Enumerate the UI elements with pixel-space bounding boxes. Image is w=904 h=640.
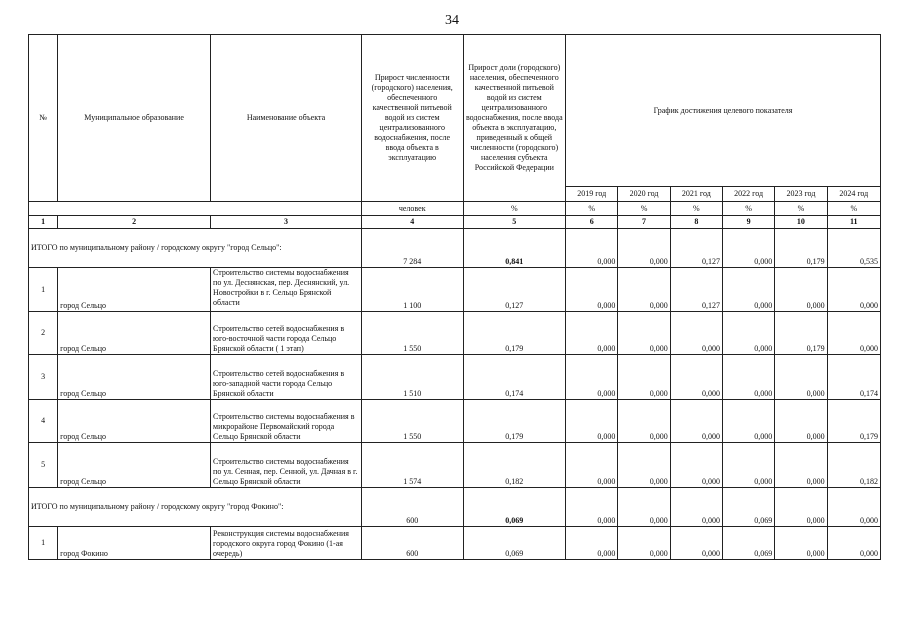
row-people: 1 574	[361, 443, 463, 488]
total-share: 0,069	[463, 488, 566, 527]
header-year: 2019 год	[566, 187, 618, 202]
row-municipality: город Сельцо	[58, 355, 211, 400]
row-municipality: город Сельцо	[58, 268, 211, 312]
year-value: 0,000	[775, 527, 827, 560]
year-value: 0,000	[618, 268, 670, 312]
year-value: 0,182	[827, 443, 880, 488]
year-value: 0,000	[670, 527, 722, 560]
year-value: 0,000	[618, 443, 670, 488]
year-value: 0,000	[827, 488, 880, 527]
total-label: ИТОГО по муниципальному району / городскому округу "город Сельцо":	[29, 229, 362, 268]
year-value: 0,000	[722, 355, 774, 400]
year-value: 0,069	[722, 488, 774, 527]
year-value: 0,174	[827, 355, 880, 400]
year-value: 0,000	[618, 312, 670, 355]
year-value: 0,000	[670, 312, 722, 355]
unit-percent: %	[775, 202, 827, 216]
row-object: Реконструкция системы водоснабжения городского округа город Фокино (1-ая очередь)	[211, 527, 362, 560]
year-value: 0,179	[775, 312, 827, 355]
header-schedule: График достижения целевого показателя	[566, 35, 881, 187]
year-value: 0,000	[566, 312, 618, 355]
row-people: 1 550	[361, 312, 463, 355]
year-value: 0,000	[775, 355, 827, 400]
row-share: 0,182	[463, 443, 566, 488]
column-number: 4	[361, 216, 463, 229]
row-people: 600	[361, 527, 463, 560]
year-value: 0,000	[618, 527, 670, 560]
year-value: 0,000	[670, 355, 722, 400]
unit-percent: %	[670, 202, 722, 216]
row-share: 0,179	[463, 400, 566, 443]
table-row	[29, 443, 881, 488]
year-value: 0,000	[722, 268, 774, 312]
year-value: 0,000	[775, 488, 827, 527]
row-municipality: город Фокино	[58, 527, 211, 560]
row-people: 1 550	[361, 400, 463, 443]
row-share: 0,069	[463, 527, 566, 560]
header-year: 2023 год	[775, 187, 827, 202]
table-row-total	[29, 229, 881, 268]
year-value: 0,000	[566, 268, 618, 312]
column-number: 9	[722, 216, 774, 229]
year-value: 0,069	[722, 527, 774, 560]
header-no: №	[29, 35, 58, 202]
unit-percent: %	[566, 202, 618, 216]
total-label: ИТОГО по муниципальному району / городскому округу "город Фокино":	[29, 488, 362, 527]
header-year: 2020 год	[618, 187, 670, 202]
row-number: 1	[29, 268, 58, 312]
row-municipality: город Сельцо	[58, 312, 211, 355]
year-value: 0,000	[670, 400, 722, 443]
year-value: 0,000	[722, 400, 774, 443]
year-value: 0,000	[775, 443, 827, 488]
year-value: 0,000	[618, 355, 670, 400]
page-number: 34	[445, 13, 459, 28]
year-value: 0,000	[566, 400, 618, 443]
unit-percent: %	[722, 202, 774, 216]
row-municipality: город Сельцо	[58, 400, 211, 443]
header-year: 2021 год	[670, 187, 722, 202]
year-value: 0,535	[827, 229, 880, 268]
year-value: 0,000	[566, 229, 618, 268]
year-value: 0,000	[618, 229, 670, 268]
year-value: 0,000	[827, 527, 880, 560]
row-object: Строительство системы водоснабжения в микрорайоне Первомайский города Сельцо Брянской области	[211, 400, 362, 443]
row-share: 0,179	[463, 312, 566, 355]
year-value: 0,000	[670, 488, 722, 527]
total-share: 0,841	[463, 229, 566, 268]
year-value: 0,179	[775, 229, 827, 268]
year-value: 0,000	[618, 488, 670, 527]
year-value: 0,000	[670, 443, 722, 488]
year-value: 0,000	[827, 312, 880, 355]
header-year: 2024 год	[827, 187, 880, 202]
year-value: 0,000	[722, 443, 774, 488]
row-municipality: город Сельцо	[58, 443, 211, 488]
column-number: 10	[775, 216, 827, 229]
total-people: 600	[361, 488, 463, 527]
year-value: 0,000	[827, 268, 880, 312]
year-value: 0,000	[566, 355, 618, 400]
row-people: 1 100	[361, 268, 463, 312]
year-value: 0,000	[566, 488, 618, 527]
row-number: 3	[29, 355, 58, 400]
column-number: 11	[827, 216, 880, 229]
data-table	[28, 34, 881, 560]
row-share: 0,127	[463, 268, 566, 312]
row-object: Строительство системы водоснабжения по ул. Сенная, пер. Сенной, ул. Дачная в г. Сельцо Брянской области	[211, 443, 362, 488]
column-number: 5	[463, 216, 566, 229]
header-population-growth: Прирост численности (городского) населения, обеспеченного качественной питьевой водой из систем централизованного водоснабжения, после ввода объекта в эксплуатацию	[361, 35, 463, 202]
table-row-total	[29, 488, 881, 527]
year-value: 0,000	[775, 268, 827, 312]
table-row	[29, 400, 881, 443]
total-people: 7 284	[361, 229, 463, 268]
year-value: 0,000	[566, 527, 618, 560]
column-number: 1	[29, 216, 58, 229]
year-value: 0,000	[722, 312, 774, 355]
year-value: 0,000	[566, 443, 618, 488]
column-number: 7	[618, 216, 670, 229]
row-number: 2	[29, 312, 58, 355]
row-object: Строительство сетей водоснабжения в юго-восточной части города Сельцо Брянской области ( 1 этап)	[211, 312, 362, 355]
row-share: 0,174	[463, 355, 566, 400]
unit-percent: %	[827, 202, 880, 216]
unit-percent: %	[618, 202, 670, 216]
table-row	[29, 527, 881, 560]
header-municipality: Муниципальное образование	[58, 35, 211, 202]
row-object: Строительство системы водоснабжения по ул. Деснянская, пер. Деснянский, ул. Новостройки в г. Сельцо Брянской области	[211, 268, 362, 312]
row-people: 1 510	[361, 355, 463, 400]
unit-empty	[29, 202, 362, 216]
unit-percent: %	[463, 202, 566, 216]
table-row	[29, 355, 881, 400]
year-value: 0,127	[670, 268, 722, 312]
row-number: 1	[29, 527, 58, 560]
row-object: Строительство сетей водоснабжения в юго-западной части города Сельцо Брянской области	[211, 355, 362, 400]
year-value: 0,000	[775, 400, 827, 443]
table-row	[29, 268, 881, 312]
header-year: 2022 год	[722, 187, 774, 202]
header-share-growth: Прирост доли (городского) населения, обеспеченного качественной питьевой водой из систем централизованного водоснабжения, после ввода объекта в эксплуатацию, приведенный к общей численности (городского) населения субъекта Российской Федерации	[463, 35, 566, 202]
column-number: 3	[211, 216, 362, 229]
row-number: 4	[29, 400, 58, 443]
table-row	[29, 312, 881, 355]
column-number: 6	[566, 216, 618, 229]
unit-people: человек	[361, 202, 463, 216]
column-number: 2	[58, 216, 211, 229]
row-number: 5	[29, 443, 58, 488]
column-number: 8	[670, 216, 722, 229]
year-value: 0,000	[618, 400, 670, 443]
header-object: Наименование объекта	[211, 35, 362, 202]
year-value: 0,000	[722, 229, 774, 268]
year-value: 0,127	[670, 229, 722, 268]
year-value: 0,179	[827, 400, 880, 443]
